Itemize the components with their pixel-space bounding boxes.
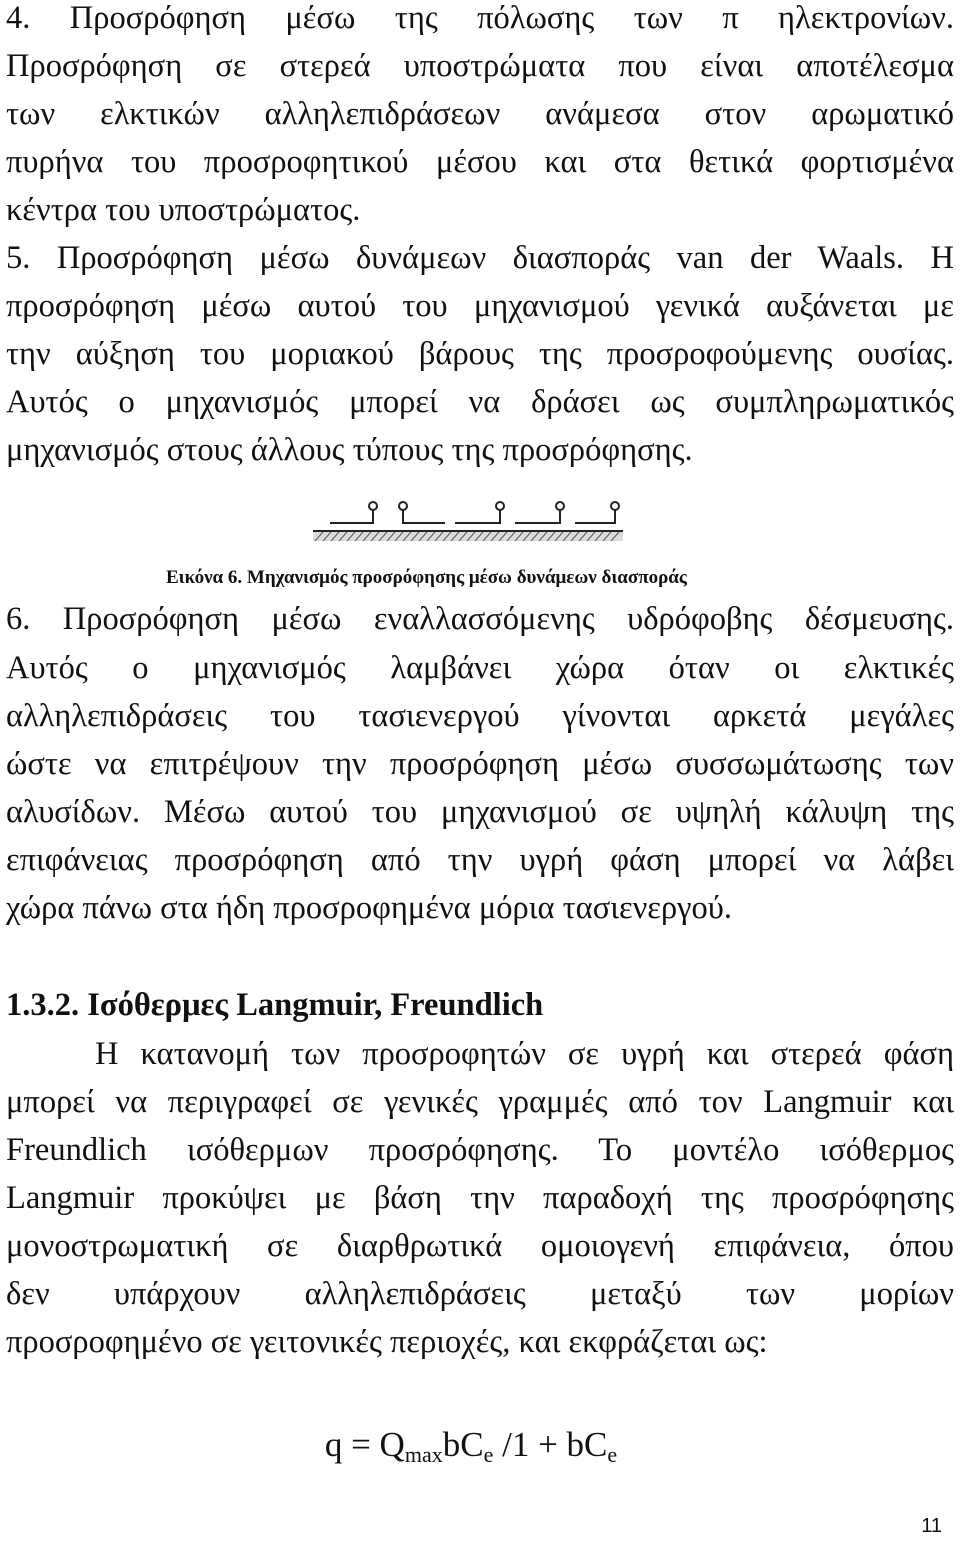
section-line-6: δεν υπάρχουν αλληλεπιδράσεις μεταξύ των μορίων bbox=[6, 1276, 954, 1312]
page-number: 11 bbox=[921, 1515, 942, 1537]
dispersion-adsorption-figure bbox=[305, 497, 625, 551]
formula-part-2: /1 + bC bbox=[493, 1425, 608, 1464]
paragraph-5-line-2: προσρόφηση μέσω αυτού του μηχανισμού γενικά αυξάνεται με bbox=[6, 288, 954, 324]
paragraph-6-line-4: ώστε να επιτρέψουν την προσρόφηση μέσω συσσωμάτωσης των bbox=[6, 746, 954, 782]
section-line-1: Η κατανομή των προσροφητών σε υγρή και στερεά φάση bbox=[95, 1036, 954, 1072]
paragraph-5-line-5: μηχανισμός στους άλλους τύπους της προσρόφησης. bbox=[6, 432, 693, 468]
formula-sub-e-2: e bbox=[607, 1442, 618, 1467]
paragraph-4-line-3: των ελκτικών αλληλεπιδράσεων ανάμεσα στον αρωματικό bbox=[6, 96, 954, 132]
paragraph-6-line-3: αλληλεπιδράσεις του τασιενεργού γίνονται αρκετά μεγάλες bbox=[6, 698, 954, 734]
surface-molecules bbox=[330, 502, 619, 523]
section-line-3: Freundlich ισόθερμων προσρόφησης. Το μοντέλο ισόθερμος bbox=[6, 1132, 954, 1168]
solid-surface bbox=[313, 531, 623, 541]
formula-lhs: q = Q bbox=[324, 1425, 405, 1464]
formula-sub-e-1: e bbox=[483, 1442, 494, 1467]
formula-part-1: bC bbox=[442, 1425, 484, 1464]
section-line-5: μονοστρωματική σε διαρθρωτικά ομοιογενή επιφάνεια, όπου bbox=[6, 1228, 954, 1264]
section-line-4: Langmuir προκύψει με βάση την παραδοχή της προσρόφησης bbox=[6, 1180, 954, 1216]
paragraph-5-line-1: 5. Προσρόφηση μέσω δυνάμεων διασποράς van der Waals. Η bbox=[6, 240, 954, 276]
paragraph-4-line-2: Προσρόφηση σε στερεά υποστρώματα που είναι αποτέλεσμα bbox=[6, 48, 954, 84]
formula-sub-max: max bbox=[404, 1442, 443, 1467]
paragraph-6-line-2: Αυτός ο μηχανισμός λαμβάνει χώρα όταν οι ελκτικές bbox=[6, 650, 954, 686]
paragraph-6-line-7: χώρα πάνω στα ήδη προσροφημένα μόρια τασιενεργού. bbox=[6, 890, 732, 926]
molecule-5 bbox=[575, 509, 615, 523]
section-line-7: προσροφημένο σε γειτονικές περιοχές, και εκφράζεται ως: bbox=[6, 1324, 768, 1360]
langmuir-formula bbox=[0, 1420, 960, 1480]
figure-caption: Εικόνα 6. Μηχανισμός προσρόφησης μέσω δυνάμεων διασποράς bbox=[166, 567, 687, 588]
paragraph-5-line-3: την αύξηση του μοριακού βάρους της προσροφούμενης ουσίας. bbox=[6, 336, 954, 372]
molecule-1 bbox=[330, 509, 373, 523]
paragraph-6-line-6: επιφάνειας προσρόφηση από την υγρή φάση μπορεί να λάβει bbox=[6, 842, 954, 878]
paragraph-4-line-5: κέντρα του υποστρώματος. bbox=[6, 192, 361, 228]
molecule-4 bbox=[515, 509, 560, 523]
section-heading: 1.3.2. Ισόθερμες Langmuir, Freundlich bbox=[6, 987, 544, 1023]
molecule-2 bbox=[403, 509, 445, 523]
paragraph-6-line-5: αλυσίδων. Μέσω αυτού του μηχανισμού σε υψηλή κάλυψη της bbox=[6, 794, 954, 830]
paragraph-4-line-4: πυρήνα του προσροφητικού μέσου και στα θετικά φορτισμένα bbox=[6, 144, 954, 180]
section-line-2: μπορεί να περιγραφεί σε γενικές γραμμές από τον Langmuir και bbox=[6, 1084, 954, 1120]
paragraph-6-line-1: 6. Προσρόφηση μέσω εναλλασσόμενης υδρόφοβης δέσμευσης. bbox=[6, 601, 954, 637]
paragraph-5-line-4: Αυτός ο μηχανισμός μπορεί να δράσει ως συμπληρωματικός bbox=[6, 384, 954, 420]
paragraph-4-line-1: 4. Προσρόφηση μέσω της πόλωσης των π ηλεκτρονίων. bbox=[6, 0, 954, 36]
molecule-3 bbox=[455, 509, 500, 523]
